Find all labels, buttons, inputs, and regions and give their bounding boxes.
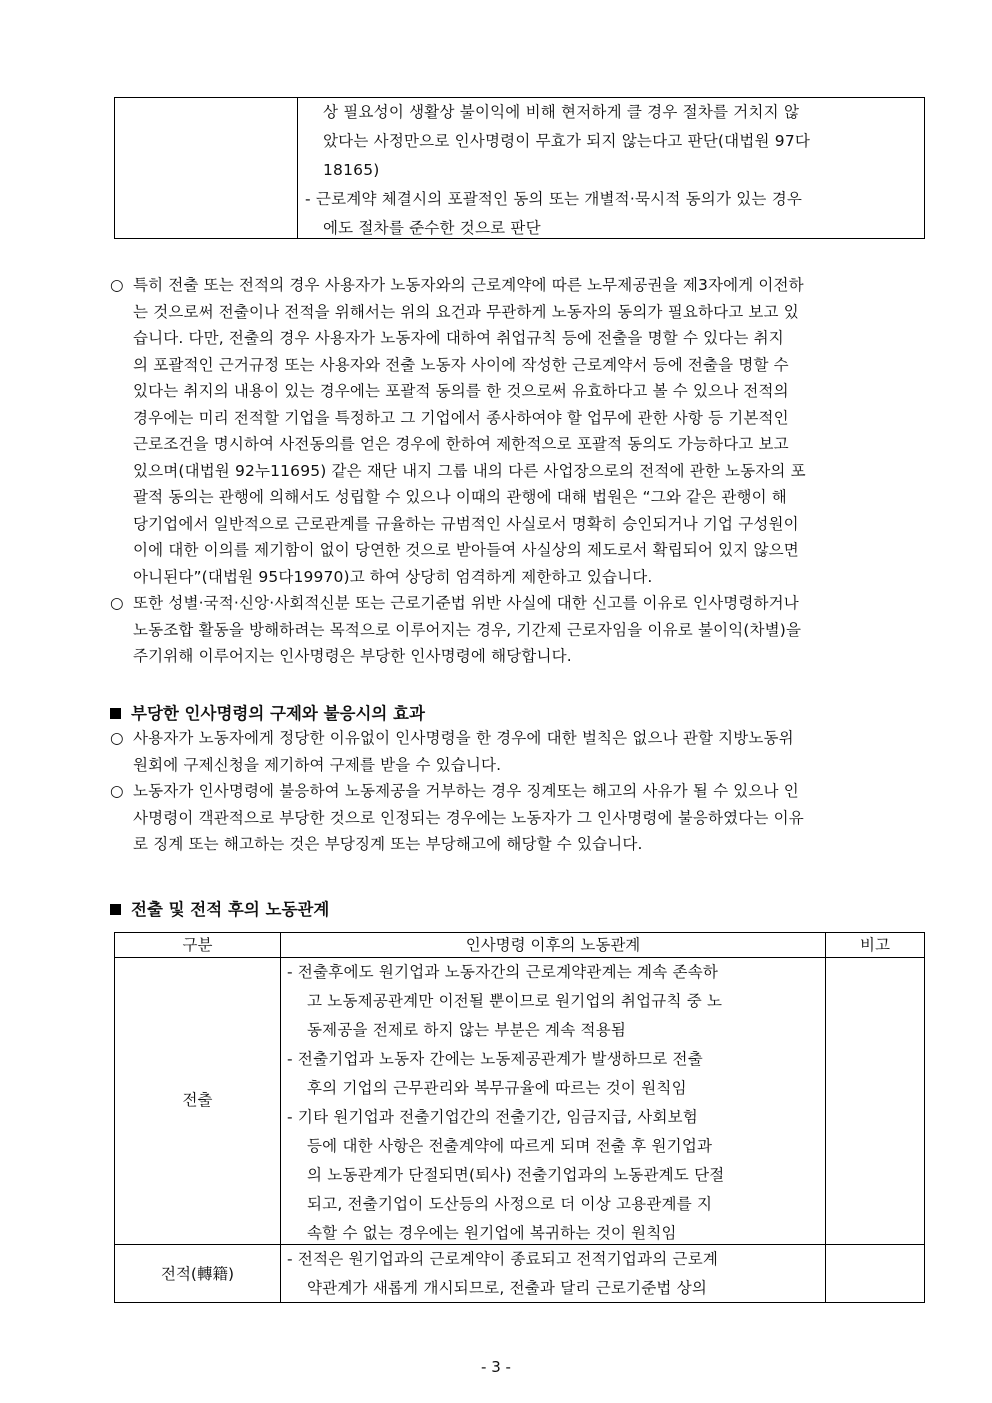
table-line: 속할 수 없는 경우에는 원기업에 복귀하는 것이 원칙임	[307, 1224, 677, 1242]
row-content-transfer	[287, 1245, 827, 1303]
table-line: 되고, 전출기업이 도산등의 사정으로 더 이상 고용관계를 지	[307, 1195, 713, 1213]
header-category: 구분	[182, 936, 213, 954]
paragraph-line: 습니다. 다만, 전출의 경우 사용자가 노동자에 대하여 취업규칙 등에 전출을 명할 수 있다는 취지	[133, 329, 784, 347]
paragraph-line: 사용자가 노동자에게 정당한 이유없이 인사명령을 한 경우에 대한 벌칙은 없으나 관할 지방노동위	[133, 729, 794, 747]
header-note: 비고	[860, 936, 890, 954]
paragraph-line: 당기업에서 일반적으로 근로관계를 규율하는 규범적인 사실로서 명확히 승인되거나 기업 구성원이	[133, 514, 799, 533]
paragraph-line: 노동자가 인사명령에 불응하여 노동제공을 거부하는 경우 징계또는 해고의 사유가 될 수 있으나 인	[133, 782, 799, 800]
table-line: 상 필요성이 생활상 불이익에 비해 현저하게 클 경우 절차를 거치지 않	[323, 103, 800, 121]
table-line: 후의 기업의 근무관리와 복무규율에 따르는 것이 원칙임	[307, 1079, 687, 1097]
paragraph-line: 있으며(대법원 92누11695) 같은 재단 내지 그룹 내의 다른 사업장으로의 전적에 관한 노동자의 포	[133, 461, 806, 480]
paragraph-line: 괄적 동의는 관행에 의해서도 성립할 수 있으나 이때의 관행에 대해 법원은 “그와 같은 관행이 해	[133, 488, 787, 506]
circle-bullet-icon: ○	[110, 594, 124, 612]
table-line: 등에 대한 사항은 전출계약에 따르게 되며 전출 후 원기업과	[307, 1137, 713, 1155]
table-line: 약관계가 새롭게 개시되므로, 전출과 달리 근로기준법 상의	[307, 1279, 708, 1297]
paragraph-line: 이에 대한 이의를 제기함이 없이 당연한 것으로 받아들여 사실상의 제도로서 확립되어 있지 않으면	[133, 541, 799, 559]
table-line: 에도 절차를 준수한 것으로 판단	[323, 219, 541, 237]
paragraph-line: 경우에는 미리 전적할 기업을 특정하고 그 기업에서 종사하여야 할 업무에 관한 사항 등 기본적인	[133, 408, 789, 427]
table-line: - 전출후에도 원기업과 노동자간의 근로계약관계는 계속 존속하	[287, 963, 719, 981]
paragraph-line: 는 것으로써 전출이나 전적을 위해서는 위의 요건과 무관하게 노동자의 동의가 필요하다고 보고 있	[133, 302, 799, 321]
paragraph-unfair-order	[110, 590, 890, 670]
continuation-table-label-cell	[115, 98, 298, 238]
paragraph-refusal-effect	[110, 778, 890, 858]
row-content-dispatch	[287, 958, 827, 1248]
paragraph-line: 특히 전출 또는 전적의 경우 사용자가 노동자와의 근로계약에 따른 노무제공권을 제3자에게 이전하	[133, 276, 804, 294]
table-line: 았다는 사정만으로 인사명령이 무효가 되지 않는다고 판단(대법원 97다	[323, 132, 811, 150]
table-line: - 근로계약 체결시의 포괄적인 동의 또는 개별적·묵시적 동의가 있는 경우	[305, 190, 803, 208]
table-line: - 기타 원기업과 전출기업간의 전출기간, 임금지급, 사회보험	[287, 1108, 698, 1126]
table-line: - 전적은 원기업과의 근로계약이 종료되고 전적기업과의 근로계	[287, 1250, 719, 1268]
circle-bullet-icon: ○	[110, 276, 124, 294]
circle-bullet-icon: ○	[110, 782, 124, 800]
paragraph-line: 의 포괄적인 근거규정 또는 사용자와 전출 노동자 사이에 작성한 근로계약서 등에 전출을 명할 수	[133, 355, 789, 374]
continuation-table-content-cell	[305, 98, 918, 243]
paragraph-line: 로 징계 또는 해고하는 것은 부당징계 또는 부당해고에 해당할 수 있습니다.	[133, 835, 643, 853]
paragraph-line: 있다는 취지의 내용이 있는 경우에는 포괄적 동의를 한 것으로써 유효하다고 볼 수 있으나 전적의	[133, 382, 789, 400]
table-line: 고 노동제공관계만 이전될 뿐이므로 원기업의 취업규칙 중 노	[307, 992, 723, 1010]
relation-table	[114, 932, 925, 1303]
paragraph-line: 사명령이 객관적으로 부당한 것으로 인정되는 경우에는 노동자가 그 인사명령에 불응하였다는 이유	[133, 808, 804, 827]
row-label-dispatch: 전출	[182, 1091, 213, 1109]
paragraph-line: 노동조합 활동을 방해하려는 목적으로 이루어지는 경우, 기간제 근로자임을 이유로 불이익(차별)을	[133, 620, 802, 639]
table-line: - 전출기업과 노동자 간에는 노동제공관계가 발생하므로 전출	[287, 1050, 703, 1068]
table-line: 의 노동관계가 단절되면(퇴사) 전출기업과의 노동관계도 단절	[307, 1166, 725, 1184]
section-heading-remedy: 부당한 인사명령의 구제와 불응시의 효과	[110, 700, 425, 724]
row-label-transfer: 전적(轉籍)	[160, 1265, 235, 1283]
square-bullet-icon	[110, 904, 121, 915]
table-line: 동제공을 전제로 하지 않는 부분은 계속 적용됨	[307, 1021, 627, 1039]
paragraph-line: 원회에 구제신청을 제기하여 구제를 받을 수 있습니다.	[133, 755, 502, 774]
header-relation: 인사명령 이후의 노동관계	[465, 936, 641, 954]
continuation-table	[114, 97, 925, 239]
circle-bullet-icon: ○	[110, 729, 124, 747]
column-divider	[280, 933, 281, 1302]
paragraph-line: 근로조건을 명시하여 사전동의를 얻은 경우에 한하여 제한적으로 포괄적 동의도 가능하다고 보고	[133, 435, 789, 453]
paragraph-line: 또한 성별·국적·신앙·사회적신분 또는 근로기준법 위반 사실에 대한 신고를 이유로 인사명령하거나	[133, 594, 799, 612]
page-number: - 3 -	[481, 1358, 511, 1376]
paragraph-line: 아니된다”(대법원 95다19970)고 하여 상당히 엄격하게 제한하고 있습니다.	[133, 567, 653, 586]
table-line: 18165)	[323, 161, 380, 179]
paragraph-line: 주기위해 이루어지는 인사명령은 부당한 인사명령에 해당합니다.	[133, 647, 572, 665]
paragraph-remedy	[110, 725, 890, 778]
section-heading-relations: 전출 및 전적 후의 노동관계	[110, 896, 329, 920]
square-bullet-icon	[110, 708, 121, 719]
paragraph-transfer-consent	[110, 272, 890, 590]
